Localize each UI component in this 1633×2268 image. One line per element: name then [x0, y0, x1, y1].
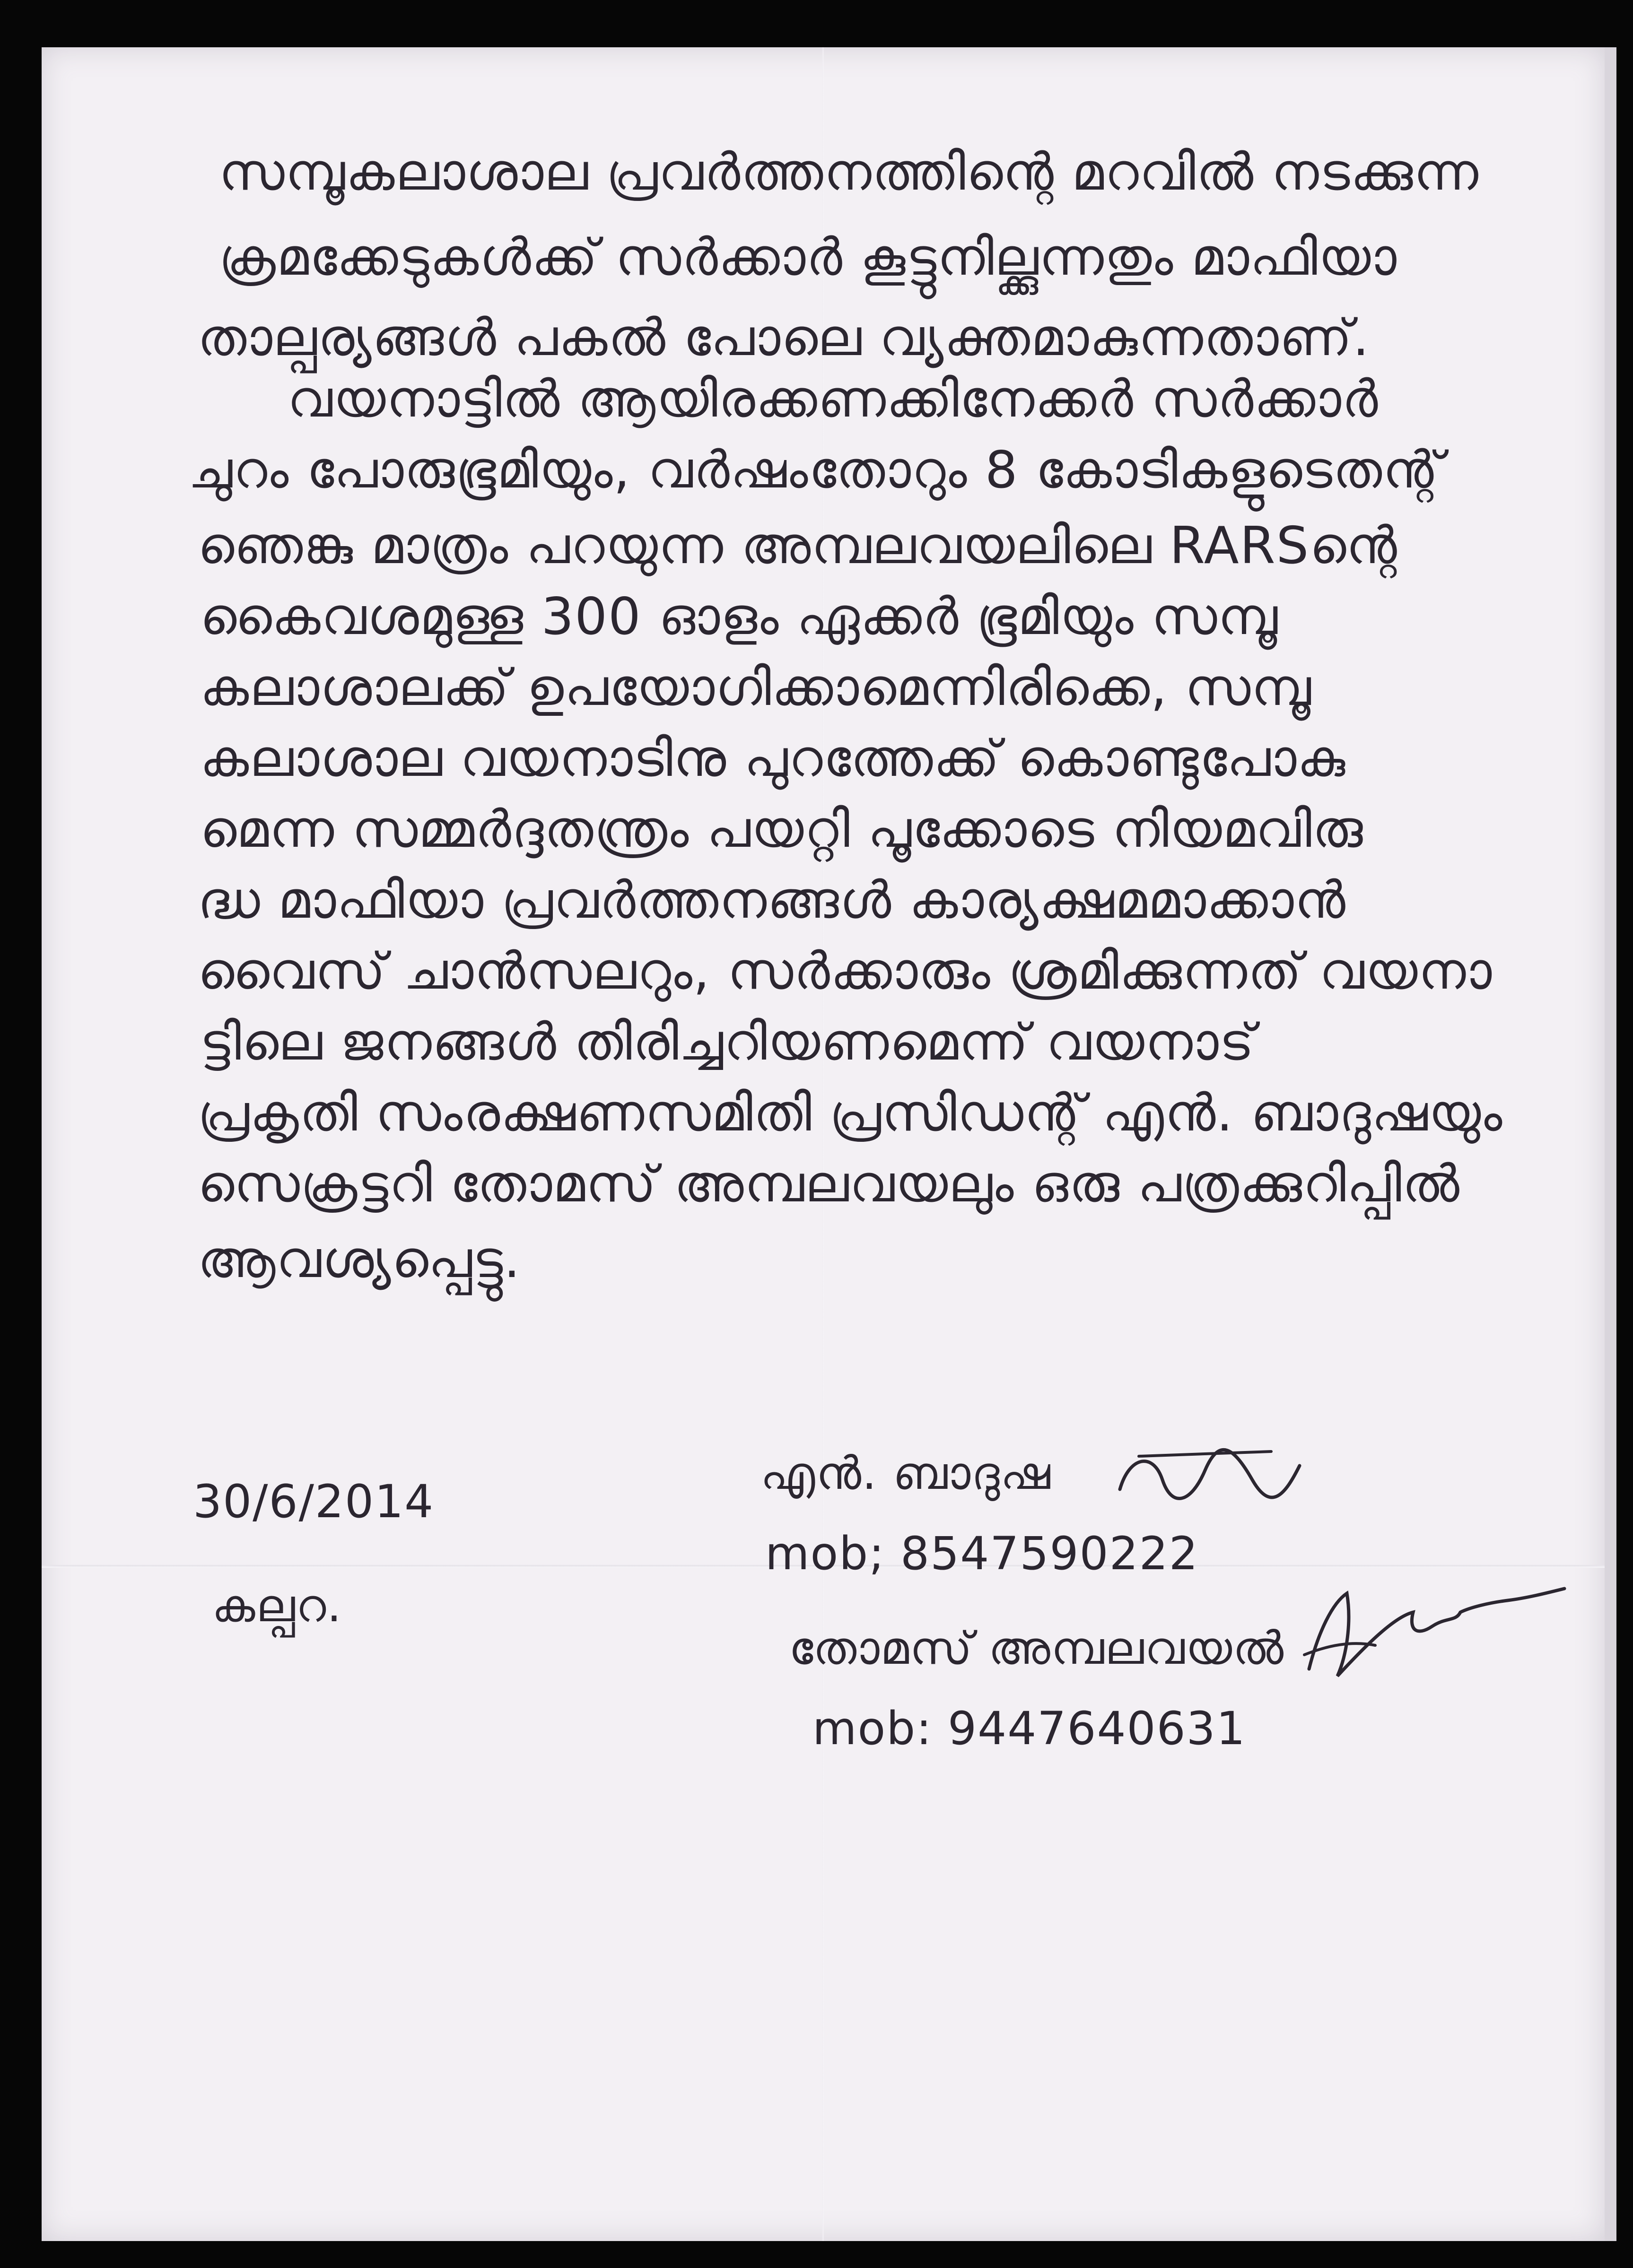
signatory-2-mobile: mob: 9447640631	[812, 1702, 1246, 1755]
letter-place: കല്പറ.	[212, 1579, 342, 1632]
letter-line-11: ദ്ധ മാഫിയാ പ്രവർത്തനങ്ങൾ കാര്യക്ഷമമാക്കാൻ	[198, 871, 1346, 930]
signatory-1-mobile: mob; 8547590222	[765, 1527, 1199, 1580]
letter-line-12: വൈസ് ചാൻസലറും, സർക്കാരും ശ്രമിക്കുന്നത് വയനാ	[198, 942, 1493, 1001]
letter-date: 30/6/2014	[193, 1475, 435, 1528]
letter-line-6: ഞെങ്കു മാത്രം പറയുന്ന അമ്പലവയലിലെ RARSന്റെ	[198, 516, 1398, 575]
letter-line-10: മെന്ന സമ്മർദ്ദതന്ത്രം പയറ്റി പൂക്കോടെ നിയമവിരു	[200, 800, 1364, 859]
signatory-1-name: എൻ. ബാദുഷ	[760, 1447, 1051, 1500]
letter-line-16: ആവശ്യപ്പെട്ടു.	[198, 1230, 521, 1289]
letter-line-2: ക്രമക്കേടുകൾക്ക് സർക്കാർ കൂട്ടുനില്ക്കുന്നതും മാഫിയാ	[219, 228, 1397, 287]
letter-line-1: സമ്പൂകലാശാല പ്രവർത്തനത്തിന്റെ മറവിൽ നടക്കുന്ന	[219, 143, 1479, 202]
letter-line-13: ട്ടിലെ ജനങ്ങൾ തിരിച്ചറിയണമെന്ന് വയനാട്	[200, 1013, 1255, 1072]
letter-line-15: സെക്രട്ടറി തോമസ് അമ്പലവയലും ഒരു പത്രക്കുറിപ്പിൽ	[198, 1155, 1460, 1214]
letter-line-3: താല്പര്യങ്ങൾ പകൽ പോലെ വ്യക്തമാകുന്നതാണ്.	[198, 308, 1370, 367]
signature-1-scribble	[1110, 1437, 1309, 1513]
letter-line-7: കൈവശമുള്ള 300 ഓളം ഏക്കർ ഭൂമിയും സമ്പൂ	[200, 587, 1279, 646]
letter-line-9: കലാശാല വയനാടിനു പുറത്തേക്ക് കൊണ്ടുപോകു	[200, 729, 1346, 788]
handwritten-letter-page	[42, 47, 1605, 2241]
signature-2-scribble	[1290, 1574, 1574, 1688]
letter-line-8: കലാശാലക്ക് ഉപയോഗിക്കാമെന്നിരിക്കെ, സമ്പൂ	[200, 658, 1312, 717]
paper-edge-shadow	[1605, 47, 1616, 2241]
letter-line-14: പ്രകൃതി സംരക്ഷണസമിതി പ്രസിഡന്റ് എൻ. ബാദുഷയും	[198, 1084, 1503, 1143]
signatory-2-name: തോമസ് അമ്പലവയൽ	[789, 1622, 1284, 1675]
letter-line-5: ചുറം പോരുഭൂമിയും, വർഷംതോറും 8 കോടികളുടെതന്റ്	[188, 441, 1444, 500]
letter-line-4: വയനാട്ടിൽ ആയിരക്കണക്കിനേക്കർ സർക്കാർ	[288, 370, 1379, 429]
